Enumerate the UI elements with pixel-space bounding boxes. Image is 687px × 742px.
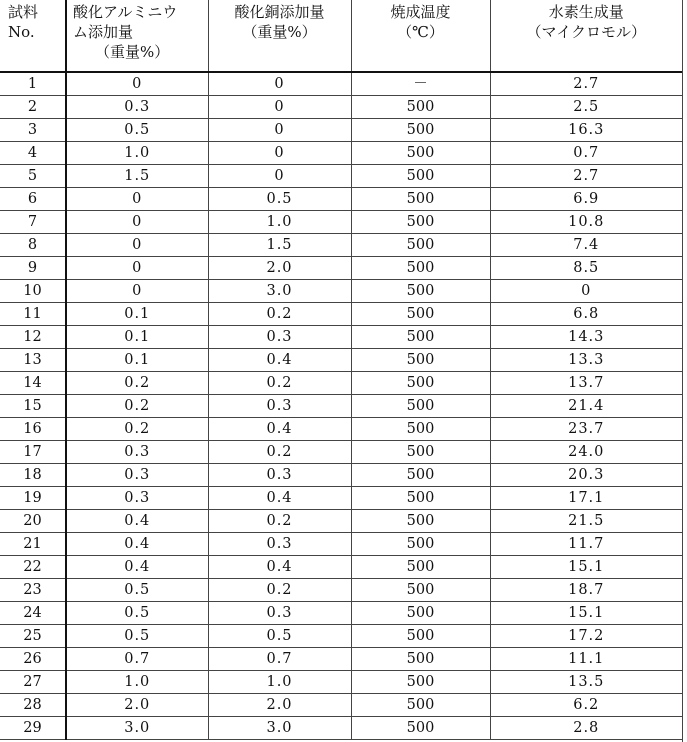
cell-copper-oxide: 0.7 bbox=[208, 648, 351, 671]
header-hydrogen-line2: （マイクロモル） bbox=[526, 23, 646, 41]
table-row bbox=[0, 464, 682, 487]
cell-alumina: 0.2 bbox=[66, 418, 208, 441]
cell-hydrogen: 6.8 bbox=[490, 303, 682, 326]
cell-copper-oxide: 0.2 bbox=[208, 372, 351, 395]
cell-alumina: 0 bbox=[66, 188, 208, 211]
cell-sample-no: 8 bbox=[0, 234, 66, 257]
cell-sample-no: 18 bbox=[0, 464, 66, 487]
cell-sample-no: 24 bbox=[0, 602, 66, 625]
table-row bbox=[0, 418, 682, 441]
cell-sample-no: 23 bbox=[0, 579, 66, 602]
cell-hydrogen: 20.3 bbox=[490, 464, 682, 487]
cell-alumina: 0.4 bbox=[66, 533, 208, 556]
cell-hydrogen: 7.4 bbox=[490, 234, 682, 257]
header-copper-oxide bbox=[208, 0, 351, 72]
cell-temperature: 500 bbox=[351, 556, 490, 579]
cell-copper-oxide: 0.2 bbox=[208, 441, 351, 464]
header-copper-oxide-line1: 酸化銅添加量 bbox=[234, 3, 325, 21]
cell-sample-no: 25 bbox=[0, 625, 66, 648]
cell-hydrogen: 10.8 bbox=[490, 211, 682, 234]
cell-temperature: 500 bbox=[351, 487, 490, 510]
table-row bbox=[0, 372, 682, 395]
cell-sample-no: 5 bbox=[0, 165, 66, 188]
cell-hydrogen: 13.7 bbox=[490, 372, 682, 395]
table-row bbox=[0, 96, 682, 119]
cell-alumina: 3.0 bbox=[66, 717, 208, 740]
cell-copper-oxide: 3.0 bbox=[208, 280, 351, 303]
cell-hydrogen: 2.5 bbox=[490, 96, 682, 119]
cell-hydrogen: 11.1 bbox=[490, 648, 682, 671]
cell-alumina: 0.1 bbox=[66, 303, 208, 326]
cell-copper-oxide: 0.3 bbox=[208, 326, 351, 349]
cell-temperature: 500 bbox=[351, 510, 490, 533]
cell-sample-no: 12 bbox=[0, 326, 66, 349]
cell-alumina: 0.5 bbox=[66, 625, 208, 648]
cell-hydrogen: 18.7 bbox=[490, 579, 682, 602]
header-alumina-line3: （重量%） bbox=[95, 43, 170, 61]
cell-copper-oxide: 1.5 bbox=[208, 234, 351, 257]
cell-copper-oxide: 0.2 bbox=[208, 510, 351, 533]
cell-hydrogen: 16.3 bbox=[490, 119, 682, 142]
table-row bbox=[0, 487, 682, 510]
cell-copper-oxide: 1.0 bbox=[208, 211, 351, 234]
cell-hydrogen: 11.7 bbox=[490, 533, 682, 556]
cell-hydrogen: 21.4 bbox=[490, 395, 682, 418]
cell-alumina: 0.7 bbox=[66, 648, 208, 671]
cell-alumina: 0.4 bbox=[66, 510, 208, 533]
cell-temperature: 500 bbox=[351, 694, 490, 717]
cell-copper-oxide: 2.0 bbox=[208, 694, 351, 717]
cell-copper-oxide: 2.0 bbox=[208, 257, 351, 280]
cell-temperature: 500 bbox=[351, 671, 490, 694]
table-row bbox=[0, 326, 682, 349]
cell-temperature: 500 bbox=[351, 579, 490, 602]
cell-copper-oxide: 0.4 bbox=[208, 349, 351, 372]
cell-temperature: 500 bbox=[351, 625, 490, 648]
cell-alumina: 0.3 bbox=[66, 441, 208, 464]
header-hydrogen-line1: 水素生成量 bbox=[548, 3, 624, 21]
cell-copper-oxide: 1.0 bbox=[208, 671, 351, 694]
header-hydrogen bbox=[490, 0, 682, 72]
cell-copper-oxide: 0.3 bbox=[208, 533, 351, 556]
table-row bbox=[0, 694, 682, 717]
table-row bbox=[0, 119, 682, 142]
cell-alumina: 1.0 bbox=[66, 142, 208, 165]
cell-copper-oxide: 0.3 bbox=[208, 395, 351, 418]
cell-copper-oxide: 0 bbox=[208, 165, 351, 188]
cell-sample-no: 15 bbox=[0, 395, 66, 418]
cell-copper-oxide: 0.2 bbox=[208, 303, 351, 326]
table-row bbox=[0, 303, 682, 326]
cell-hydrogen: 15.1 bbox=[490, 556, 682, 579]
cell-sample-no: 20 bbox=[0, 510, 66, 533]
table-row bbox=[0, 717, 682, 740]
cell-hydrogen: 2.8 bbox=[490, 717, 682, 740]
table-row bbox=[0, 72, 682, 96]
cell-sample-no: 13 bbox=[0, 349, 66, 372]
cell-copper-oxide: 0.2 bbox=[208, 579, 351, 602]
table-row bbox=[0, 234, 682, 257]
cell-hydrogen: 13.5 bbox=[490, 671, 682, 694]
cell-sample-no: 6 bbox=[0, 188, 66, 211]
cell-alumina: 0 bbox=[66, 280, 208, 303]
cell-alumina: 0 bbox=[66, 257, 208, 280]
cell-copper-oxide: 0.3 bbox=[208, 602, 351, 625]
cell-hydrogen: 24.0 bbox=[490, 441, 682, 464]
cell-temperature: 500 bbox=[351, 464, 490, 487]
cell-hydrogen: 0 bbox=[490, 280, 682, 303]
cell-temperature: 500 bbox=[351, 533, 490, 556]
cell-alumina: 0.4 bbox=[66, 556, 208, 579]
cell-temperature: 500 bbox=[351, 303, 490, 326]
cell-temperature: 500 bbox=[351, 119, 490, 142]
cell-hydrogen: 21.5 bbox=[490, 510, 682, 533]
header-temperature-line2: （℃） bbox=[397, 23, 444, 41]
cell-alumina: 0.5 bbox=[66, 602, 208, 625]
cell-temperature: 500 bbox=[351, 602, 490, 625]
cell-alumina: 0.2 bbox=[66, 395, 208, 418]
header-row bbox=[0, 0, 682, 72]
cell-sample-no: 28 bbox=[0, 694, 66, 717]
header-copper-oxide-line2: （重量%） bbox=[242, 23, 317, 41]
cell-sample-no: 2 bbox=[0, 96, 66, 119]
table-row bbox=[0, 165, 682, 188]
cell-temperature: 500 bbox=[351, 234, 490, 257]
cell-hydrogen: 14.3 bbox=[490, 326, 682, 349]
cell-copper-oxide: 0.5 bbox=[208, 188, 351, 211]
cell-temperature: 500 bbox=[351, 142, 490, 165]
cell-copper-oxide: 0.5 bbox=[208, 625, 351, 648]
table-row bbox=[0, 257, 682, 280]
cell-sample-no: 21 bbox=[0, 533, 66, 556]
cell-sample-no: 22 bbox=[0, 556, 66, 579]
cell-temperature: 500 bbox=[351, 257, 490, 280]
cell-temperature: 500 bbox=[351, 96, 490, 119]
cell-copper-oxide: 0 bbox=[208, 119, 351, 142]
cell-sample-no: 9 bbox=[0, 257, 66, 280]
cell-sample-no: 7 bbox=[0, 211, 66, 234]
cell-sample-no: 10 bbox=[0, 280, 66, 303]
cell-copper-oxide: 3.0 bbox=[208, 717, 351, 740]
table-row bbox=[0, 602, 682, 625]
cell-hydrogen: 6.2 bbox=[490, 694, 682, 717]
cell-alumina: 0.5 bbox=[66, 119, 208, 142]
cell-alumina: 0.3 bbox=[66, 464, 208, 487]
cell-alumina: 2.0 bbox=[66, 694, 208, 717]
cell-temperature: 500 bbox=[351, 372, 490, 395]
cell-temperature: 500 bbox=[351, 165, 490, 188]
cell-alumina: 0.3 bbox=[66, 96, 208, 119]
table-row bbox=[0, 280, 682, 303]
table-row bbox=[0, 579, 682, 602]
table-row bbox=[0, 625, 682, 648]
table-row bbox=[0, 395, 682, 418]
cell-alumina: 0.3 bbox=[66, 487, 208, 510]
cell-sample-no: 16 bbox=[0, 418, 66, 441]
cell-temperature: 500 bbox=[351, 418, 490, 441]
cell-hydrogen: 8.5 bbox=[490, 257, 682, 280]
table-body bbox=[0, 72, 682, 740]
cell-copper-oxide: 0 bbox=[208, 72, 351, 96]
cell-copper-oxide: 0 bbox=[208, 142, 351, 165]
cell-hydrogen: 17.1 bbox=[490, 487, 682, 510]
cell-sample-no: 14 bbox=[0, 372, 66, 395]
cell-sample-no: 11 bbox=[0, 303, 66, 326]
cell-alumina: 0 bbox=[66, 234, 208, 257]
cell-temperature: 500 bbox=[351, 349, 490, 372]
cell-sample-no: 3 bbox=[0, 119, 66, 142]
cell-hydrogen: 17.2 bbox=[490, 625, 682, 648]
cell-temperature: 500 bbox=[351, 395, 490, 418]
table-row bbox=[0, 556, 682, 579]
header-alumina bbox=[66, 0, 208, 72]
table-row bbox=[0, 648, 682, 671]
cell-temperature: 500 bbox=[351, 717, 490, 740]
cell-hydrogen: 13.3 bbox=[490, 349, 682, 372]
cell-alumina: 1.0 bbox=[66, 671, 208, 694]
header-sample-no bbox=[0, 0, 66, 72]
header-temperature-line1: 焼成温度 bbox=[390, 3, 451, 21]
table-right-border bbox=[682, 0, 683, 742]
cell-temperature: 500 bbox=[351, 280, 490, 303]
cell-hydrogen: 2.7 bbox=[490, 165, 682, 188]
table-row bbox=[0, 142, 682, 165]
table-row bbox=[0, 211, 682, 234]
header-sample-no-line1: 試料 bbox=[8, 3, 39, 21]
cell-temperature: － bbox=[351, 72, 490, 96]
cell-temperature: 500 bbox=[351, 648, 490, 671]
table-row bbox=[0, 671, 682, 694]
cell-alumina: 0.1 bbox=[66, 326, 208, 349]
cell-hydrogen: 23.7 bbox=[490, 418, 682, 441]
cell-hydrogen: 15.1 bbox=[490, 602, 682, 625]
table-row bbox=[0, 441, 682, 464]
header-alumina-line1: 酸化アルミニウ bbox=[73, 3, 178, 21]
cell-hydrogen: 0.7 bbox=[490, 142, 682, 165]
cell-hydrogen: 6.9 bbox=[490, 188, 682, 211]
cell-sample-no: 4 bbox=[0, 142, 66, 165]
cell-copper-oxide: 0 bbox=[208, 96, 351, 119]
cell-sample-no: 19 bbox=[0, 487, 66, 510]
cell-temperature: 500 bbox=[351, 441, 490, 464]
cell-sample-no: 17 bbox=[0, 441, 66, 464]
cell-alumina: 1.5 bbox=[66, 165, 208, 188]
cell-alumina: 0.5 bbox=[66, 579, 208, 602]
cell-alumina: 0.1 bbox=[66, 349, 208, 372]
cell-sample-no: 1 bbox=[0, 72, 66, 96]
table-row bbox=[0, 349, 682, 372]
cell-temperature: 500 bbox=[351, 211, 490, 234]
cell-alumina: 0 bbox=[66, 211, 208, 234]
cell-alumina: 0.2 bbox=[66, 372, 208, 395]
header-alumina-line2: ム添加量 bbox=[73, 23, 134, 41]
cell-temperature: 500 bbox=[351, 326, 490, 349]
table-row bbox=[0, 533, 682, 556]
table-row bbox=[0, 188, 682, 211]
cell-sample-no: 29 bbox=[0, 717, 66, 740]
cell-copper-oxide: 0.4 bbox=[208, 487, 351, 510]
header-sample-no-line2: No. bbox=[8, 23, 35, 41]
cell-sample-no: 26 bbox=[0, 648, 66, 671]
cell-alumina: 0 bbox=[66, 72, 208, 96]
cell-copper-oxide: 0.4 bbox=[208, 556, 351, 579]
cell-copper-oxide: 0.3 bbox=[208, 464, 351, 487]
cell-hydrogen: 2.7 bbox=[490, 72, 682, 96]
header-temperature bbox=[351, 0, 490, 72]
cell-temperature: 500 bbox=[351, 188, 490, 211]
table-header bbox=[0, 0, 682, 72]
table-row bbox=[0, 510, 682, 533]
cell-copper-oxide: 0.4 bbox=[208, 418, 351, 441]
cell-sample-no: 27 bbox=[0, 671, 66, 694]
